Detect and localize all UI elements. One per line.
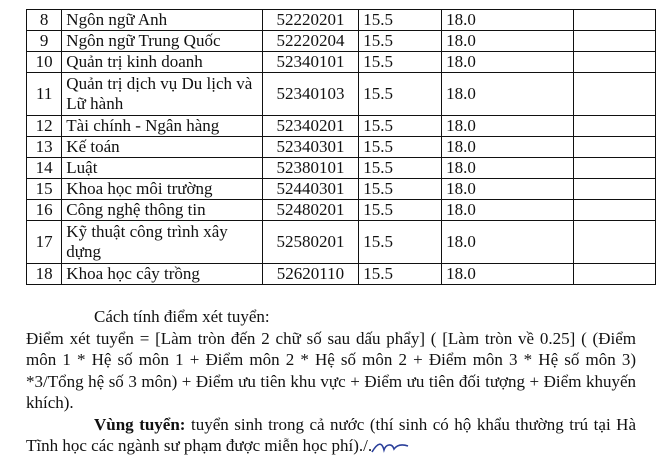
major-code: 52440301: [262, 179, 358, 200]
region-text: tuyển sinh trong cả nước (thí sinh có hộ khẩu thường trú tại Hà Tĩnh học các ngành sư phạm được miễn học phí)./.: [26, 414, 636, 455]
score-a: 15.5: [359, 200, 442, 221]
major-code: 52220201: [262, 10, 358, 31]
empty-cell: [574, 200, 656, 221]
table-row: [27, 10, 656, 31]
table-row: [27, 221, 656, 264]
region-label: Vùng tuyển:: [94, 414, 186, 434]
table-row: [27, 52, 656, 73]
table-row: [27, 73, 656, 116]
row-number: 11: [27, 73, 62, 116]
empty-cell: [574, 158, 656, 179]
row-number: 16: [27, 200, 62, 221]
major-name: Quản trị kinh doanh: [62, 52, 262, 73]
score-a: 15.5: [359, 264, 442, 285]
row-number: 9: [27, 31, 62, 52]
row-number: 15: [27, 179, 62, 200]
empty-cell: [574, 31, 656, 52]
empty-cell: [574, 137, 656, 158]
score-b: 18.0: [442, 200, 574, 221]
major-name: Kế toán: [62, 137, 262, 158]
row-number: 17: [27, 221, 62, 264]
major-name: Kỹ thuật công trình xây dựng: [62, 221, 262, 264]
row-number: 8: [27, 10, 62, 31]
score-b: 18.0: [442, 158, 574, 179]
major-code: 52580201: [262, 221, 358, 264]
major-name: Luật: [62, 158, 262, 179]
score-b: 18.0: [442, 52, 574, 73]
major-name: Quản trị dịch vụ Du lịch và Lữ hành: [62, 73, 262, 116]
major-name: Ngôn ngữ Trung Quốc: [62, 31, 262, 52]
score-a: 15.5: [359, 179, 442, 200]
row-number: 13: [27, 137, 62, 158]
score-a: 15.5: [359, 221, 442, 264]
major-code: 52480201: [262, 200, 358, 221]
empty-cell: [574, 10, 656, 31]
major-code: 52340301: [262, 137, 358, 158]
empty-cell: [574, 73, 656, 116]
major-name: Ngôn ngữ Anh: [62, 10, 262, 31]
score-a: 15.5: [359, 158, 442, 179]
score-b: 18.0: [442, 221, 574, 264]
empty-cell: [574, 52, 656, 73]
empty-cell: [574, 116, 656, 137]
score-b: 18.0: [442, 137, 574, 158]
method-title: Cách tính điểm xét tuyển:: [94, 307, 270, 326]
admission-notes: [26, 306, 636, 457]
empty-cell: [574, 221, 656, 264]
region-paragraph: [26, 414, 636, 457]
major-name: Khoa học cây trồng: [62, 264, 262, 285]
major-code: 52340101: [262, 52, 358, 73]
major-code: 52220204: [262, 31, 358, 52]
majors-table-body: [27, 10, 656, 285]
empty-cell: [574, 264, 656, 285]
major-name: Tài chính - Ngân hàng: [62, 116, 262, 137]
table-row: [27, 116, 656, 137]
score-b: 18.0: [442, 10, 574, 31]
score-a: 15.5: [359, 116, 442, 137]
major-name: Công nghệ thông tin: [62, 200, 262, 221]
score-a: 15.5: [359, 52, 442, 73]
score-a: 15.5: [359, 73, 442, 116]
table-row: [27, 200, 656, 221]
majors-table: [26, 9, 656, 285]
score-b: 18.0: [442, 264, 574, 285]
table-row: [27, 31, 656, 52]
score-b: 18.0: [442, 116, 574, 137]
score-b: 18.0: [442, 31, 574, 52]
row-number: 10: [27, 52, 62, 73]
major-code: 52380101: [262, 158, 358, 179]
score-a: 15.5: [359, 10, 442, 31]
score-a: 15.5: [359, 31, 442, 52]
major-name: Khoa học môi trường: [62, 179, 262, 200]
empty-cell: [574, 179, 656, 200]
score-b: 18.0: [442, 73, 574, 116]
score-a: 15.5: [359, 137, 442, 158]
major-code: 52340201: [262, 116, 358, 137]
row-number: 12: [27, 116, 62, 137]
row-number: 14: [27, 158, 62, 179]
table-row: [27, 179, 656, 200]
score-b: 18.0: [442, 179, 574, 200]
major-code: 52340103: [262, 73, 358, 116]
major-code: 52620110: [262, 264, 358, 285]
table-row: [27, 158, 656, 179]
row-number: 18: [27, 264, 62, 285]
table-row: [27, 264, 656, 285]
score-formula: Điểm xét tuyển = [Làm tròn đến 2 chữ số sau dấu phẩy] ( [Làm tròn về 0.25] ( (Điểm môn 1 * Hệ số môn 1 + Điểm môn 2 * Hệ số môn 2 + Điểm môn 3 * Hệ số môn 3) *3/Tổng hệ số 3 môn) + Điểm ưu tiên khu vực + Điểm ưu tiên đối tượng + Điểm khuyến khích).: [26, 328, 636, 412]
table-row: [27, 137, 656, 158]
